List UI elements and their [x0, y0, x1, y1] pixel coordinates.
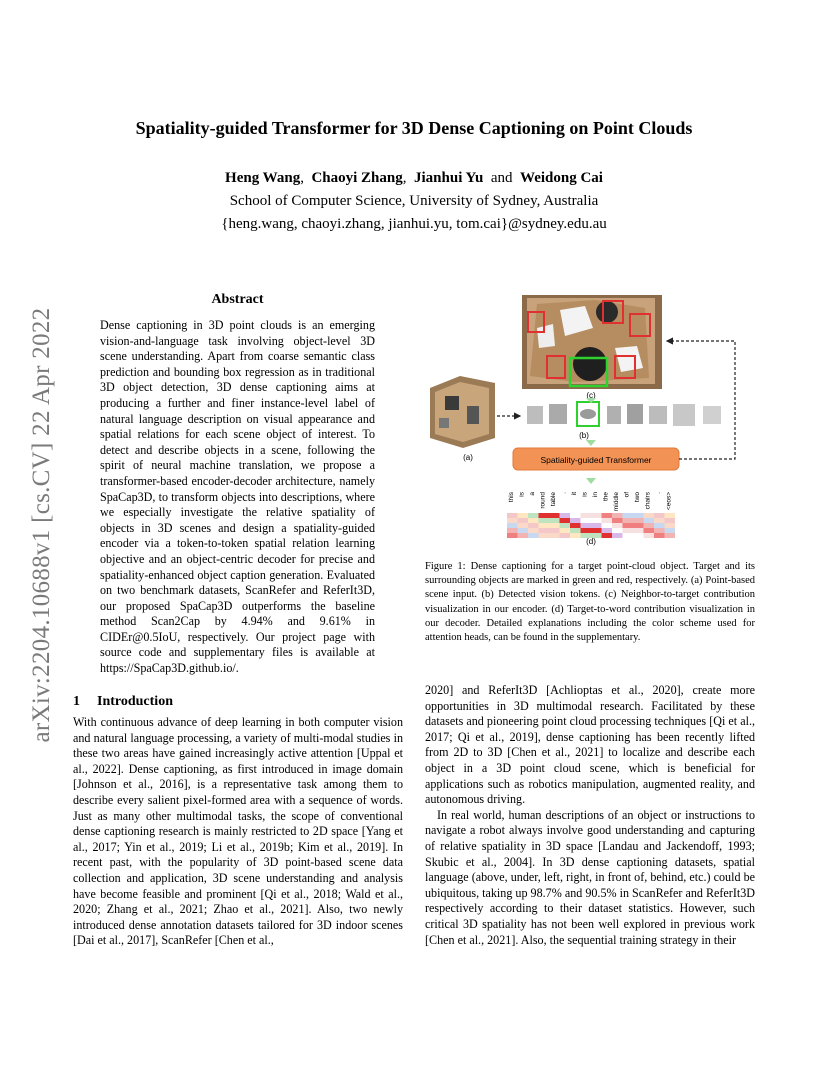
heatmap-cell: [591, 523, 602, 528]
heatmap-cell: [549, 523, 560, 528]
heatmap-cell: [654, 523, 665, 528]
figure-label-c: (c): [586, 391, 596, 400]
heatmap-cell: [612, 518, 623, 523]
author-and: and: [490, 170, 513, 186]
heatmap-cell: [654, 528, 665, 533]
right-column-text: [425, 683, 755, 948]
author-4: Weidong Cai: [520, 170, 603, 186]
heatmap-cell: [560, 523, 571, 528]
heatmap-cell: [581, 518, 592, 523]
heatmap-cell: [549, 528, 560, 533]
introduction-text: With continuous advance of deep learning in both computer vision and natural language processing, a variety of multi-modal studies in these two areas have gained increasingly active attention [Uppal et al., 2022]. Dense captioning, as first introduced in image domain [Johnson et al., 2016], is a representative task among them to describe every salient pixel-formed area with a sequence of words. Just as many other multimodal tasks, the scope of conventional dense captioning research is mainly restricted to 2D space [Yang et al., 2017; Yin et al., 2019; Li et al., 2019b; Kim et al., 2019]. In recent past, with the popularity of 3D point-based scene data collection and application, 3D scene understanding and analysis have become feasible and prominent [Qi et al., 2018; Wald et al., 2020; Zhang et al., 2021; Zhao et al., 2021]. Also, two newly introduced dense annotation datasets tailored for 3D indoor scenes [Dai et al., 2017], ScanRefer [Chen et al.,: [73, 715, 403, 948]
heatmap-cell: [528, 513, 539, 518]
heatmap-cell: [633, 523, 644, 528]
heatmap-cell: [654, 518, 665, 523]
heatmap-cell: [507, 523, 518, 528]
heatmap-cell: [528, 518, 539, 523]
heatmap-cell: [560, 513, 571, 518]
affiliation: School of Computer Science, University of Sydney, Australia: [229, 193, 599, 209]
heatmap-cell: [665, 533, 676, 538]
heatmap-cell: [654, 513, 665, 518]
decoder-words: [508, 491, 673, 511]
heatmap-cell: [612, 533, 623, 538]
heatmap-cell: [507, 533, 518, 538]
author-3: Jianhui Yu: [414, 170, 484, 186]
heatmap-cell: [623, 533, 634, 538]
heatmap-cell: [560, 533, 571, 538]
decoder-word: in: [592, 492, 599, 498]
transformer-label: Spatiality-guided Transformer: [540, 455, 652, 465]
heatmap-cell: [591, 518, 602, 523]
heatmap-cell: [539, 533, 550, 538]
decoder-word: .: [655, 492, 662, 494]
heatmap-cell: [644, 528, 655, 533]
paragraph: 2020] and ReferIt3D [Achlioptas et al., 2020], create more opportunities in 3D multimodal research. Facilitated by these datasets and pioneering point cloud processing techniques [Qi et al., 2017; Qi et al., 2019], dense captioning has been recently lifted from 2D to 3D [Chen et al., 2021] to localize and describe each object in a 3D point cloud scene, which is beneficial for applications such as robotics manipulation, augmented reality, and autonomous driving.: [425, 683, 755, 807]
figure-1: [425, 288, 755, 550]
heatmap-cell: [560, 528, 571, 533]
heatmap-cell: [539, 518, 550, 523]
heatmap-cell: [623, 528, 634, 533]
figure-caption: Figure 1: Dense captioning for a target point-cloud object. Target and its surrounding objects are marked in green and red, respectively. (a) Point-based scene input. (b) Detected vision tokens. (c) Neighbor-to-target contribution visualization in our encoder. (d) Target-to-word contribution visualization in our decoder. Detailed explanations including the color scheme used for attention heads, can be found in the supplementary.: [425, 561, 755, 644]
heatmap-cell: [623, 518, 634, 523]
decoder-word: it: [571, 492, 578, 496]
heatmap-cell: [570, 523, 581, 528]
heatmap-cell: [549, 533, 560, 538]
heatmap-cell: [644, 513, 655, 518]
decoder-word: round: [539, 492, 547, 509]
decoder-word: <eos>: [665, 492, 673, 511]
heatmap-cell: [570, 513, 581, 518]
heatmap-cell: [581, 528, 592, 533]
heatmap-cell: [528, 523, 539, 528]
heatmap-cell: [665, 528, 676, 533]
vision-tokens: [527, 402, 721, 426]
heatmap-cell: [644, 523, 655, 528]
author-2: Chaoyi Zhang: [311, 170, 403, 186]
heatmap-cell: [549, 518, 560, 523]
decoder-word: table: [550, 492, 557, 507]
heatmap-cell: [612, 528, 623, 533]
heatmap-cell: [602, 533, 613, 538]
heatmap-cell: [665, 518, 676, 523]
author-list: Heng Wang, Chaoyi Zhang, Jianhui Yu and Weidong Cai: [225, 170, 603, 186]
heatmap-cell: [602, 518, 613, 523]
author-emails: {heng.wang, chaoyi.zhang, jianhui.yu, tom.cai}@sydney.edu.au: [221, 216, 607, 232]
heatmap-cell: [539, 513, 550, 518]
decoder-word: a: [529, 492, 536, 496]
scene-3d-input: [430, 376, 495, 448]
heatmap-cell: [612, 523, 623, 528]
heatmap-cell: [644, 518, 655, 523]
heatmap-cell: [570, 528, 581, 533]
paper-title: Spatiality-guided Transformer for 3D Dense Captioning on Point Clouds: [135, 118, 693, 138]
heatmap-cell: [539, 528, 550, 533]
heatmap-cell: [549, 513, 560, 518]
heatmap-cell: [518, 533, 529, 538]
decoder-word: is: [581, 492, 589, 497]
heatmap-cell: [507, 528, 518, 533]
scene-topdown: [522, 295, 662, 389]
heatmap-cell: [518, 513, 529, 518]
heatmap-cell: [602, 528, 613, 533]
decoder-word: middle: [613, 492, 620, 512]
heatmap-cell: [581, 513, 592, 518]
heatmap-cell: [623, 523, 634, 528]
attention-heatmap: [507, 513, 675, 538]
heatmap-cell: [633, 513, 644, 518]
decoder-word: .: [560, 492, 568, 494]
figure-diagram: [425, 288, 755, 550]
heatmap-cell: [591, 513, 602, 518]
arxiv-identifier: arXiv:2204.10688v1 [cs.CV] 22 Apr 2022: [28, 307, 55, 743]
arxiv-sidebar: [22, 280, 62, 770]
decoder-word: two: [634, 492, 641, 503]
heatmap-cell: [602, 523, 613, 528]
heatmap-cell: [633, 533, 644, 538]
decoder-word: of: [623, 492, 631, 498]
decoder-word: is: [518, 492, 526, 497]
heatmap-cell: [507, 518, 518, 523]
heatmap-cell: [581, 523, 592, 528]
figure-label-a: (a): [463, 453, 473, 462]
heatmap-cell: [528, 528, 539, 533]
heatmap-cell: [654, 533, 665, 538]
heatmap-cell: [665, 513, 676, 518]
heatmap-cell: [507, 513, 518, 518]
decoder-word: this: [508, 492, 515, 503]
section-title: Introduction: [97, 694, 173, 709]
section-number: 1: [73, 694, 80, 709]
paragraph: In real world, human descriptions of an object or instructions to navigate a robot always involve good understanding and capturing of relative spatiality in 3D space [Landau and Jackendoff, 1993; Skubic et al., 2004]. In 3D dense captioning datasets, spatial language (above, under, left, right, in front of, behind, etc.) could be ubiquitous, taking up 98.7% and 90.5% in ScanRefer and ReferIt3D respectively according to their dataset statistics. However, such critical 3D spatiality has not been well explored in previous work [Chen et al., 2021]. Also, the sequential training strategy in their: [425, 807, 755, 947]
heatmap-cell: [665, 523, 676, 528]
heatmap-cell: [518, 523, 529, 528]
abstract-text: Dense captioning in 3D point clouds is an emerging vision-and-language task involving object-level 3D scene understanding. Apart from coarse semantic class prediction and bounding box regression as in traditional 3D object detection, 3D dense captioning aims at producing a further and finer instance-level label of natural language description on visual appearance and spatial relations for each scene object of interest. To detect and describe objects in a scene, following the spirit of neural machine translation, we propose a transformer-based encoder-decoder architecture, namely SpaCap3D, to transform objects into descriptions, where we especially investigate the relative spatiality of objects in 3D scenes and design a spatiality-guided encoder via a token-to-token spatial relation learning objective and an object-centric decoder for precise and spatiality-enhanced object caption generation. Evaluated on two benchmark datasets, ScanRefer and ReferIt3D, our proposed SpaCap3D outperforms the baseline method Scan2Cap by 4.94% and 9.61% in CIDEr@0.5IoU, respectively. Our project page with source code and supplementary files is available at https://SpaCap3D.github.io/.: [100, 318, 375, 676]
heatmap-cell: [602, 513, 613, 518]
figure-label-b: (b): [579, 431, 589, 440]
heatmap-cell: [633, 518, 644, 523]
heatmap-cell: [623, 513, 634, 518]
author-1: Heng Wang: [225, 170, 301, 186]
heatmap-cell: [518, 528, 529, 533]
heatmap-cell: [570, 518, 581, 523]
figure-label-d: (d): [586, 537, 596, 546]
section-heading-introduction: [73, 694, 173, 710]
heatmap-cell: [644, 533, 655, 538]
heatmap-cell: [539, 523, 550, 528]
heatmap-cell: [633, 528, 644, 533]
heatmap-cell: [591, 528, 602, 533]
heatmap-cell: [560, 518, 571, 523]
decoder-word: chairs: [644, 492, 652, 510]
heatmap-cell: [570, 533, 581, 538]
heatmap-cell: [528, 533, 539, 538]
abstract-heading: Abstract: [211, 292, 264, 307]
decoder-word: the: [602, 492, 610, 502]
heatmap-cell: [612, 513, 623, 518]
heatmap-cell: [518, 518, 529, 523]
